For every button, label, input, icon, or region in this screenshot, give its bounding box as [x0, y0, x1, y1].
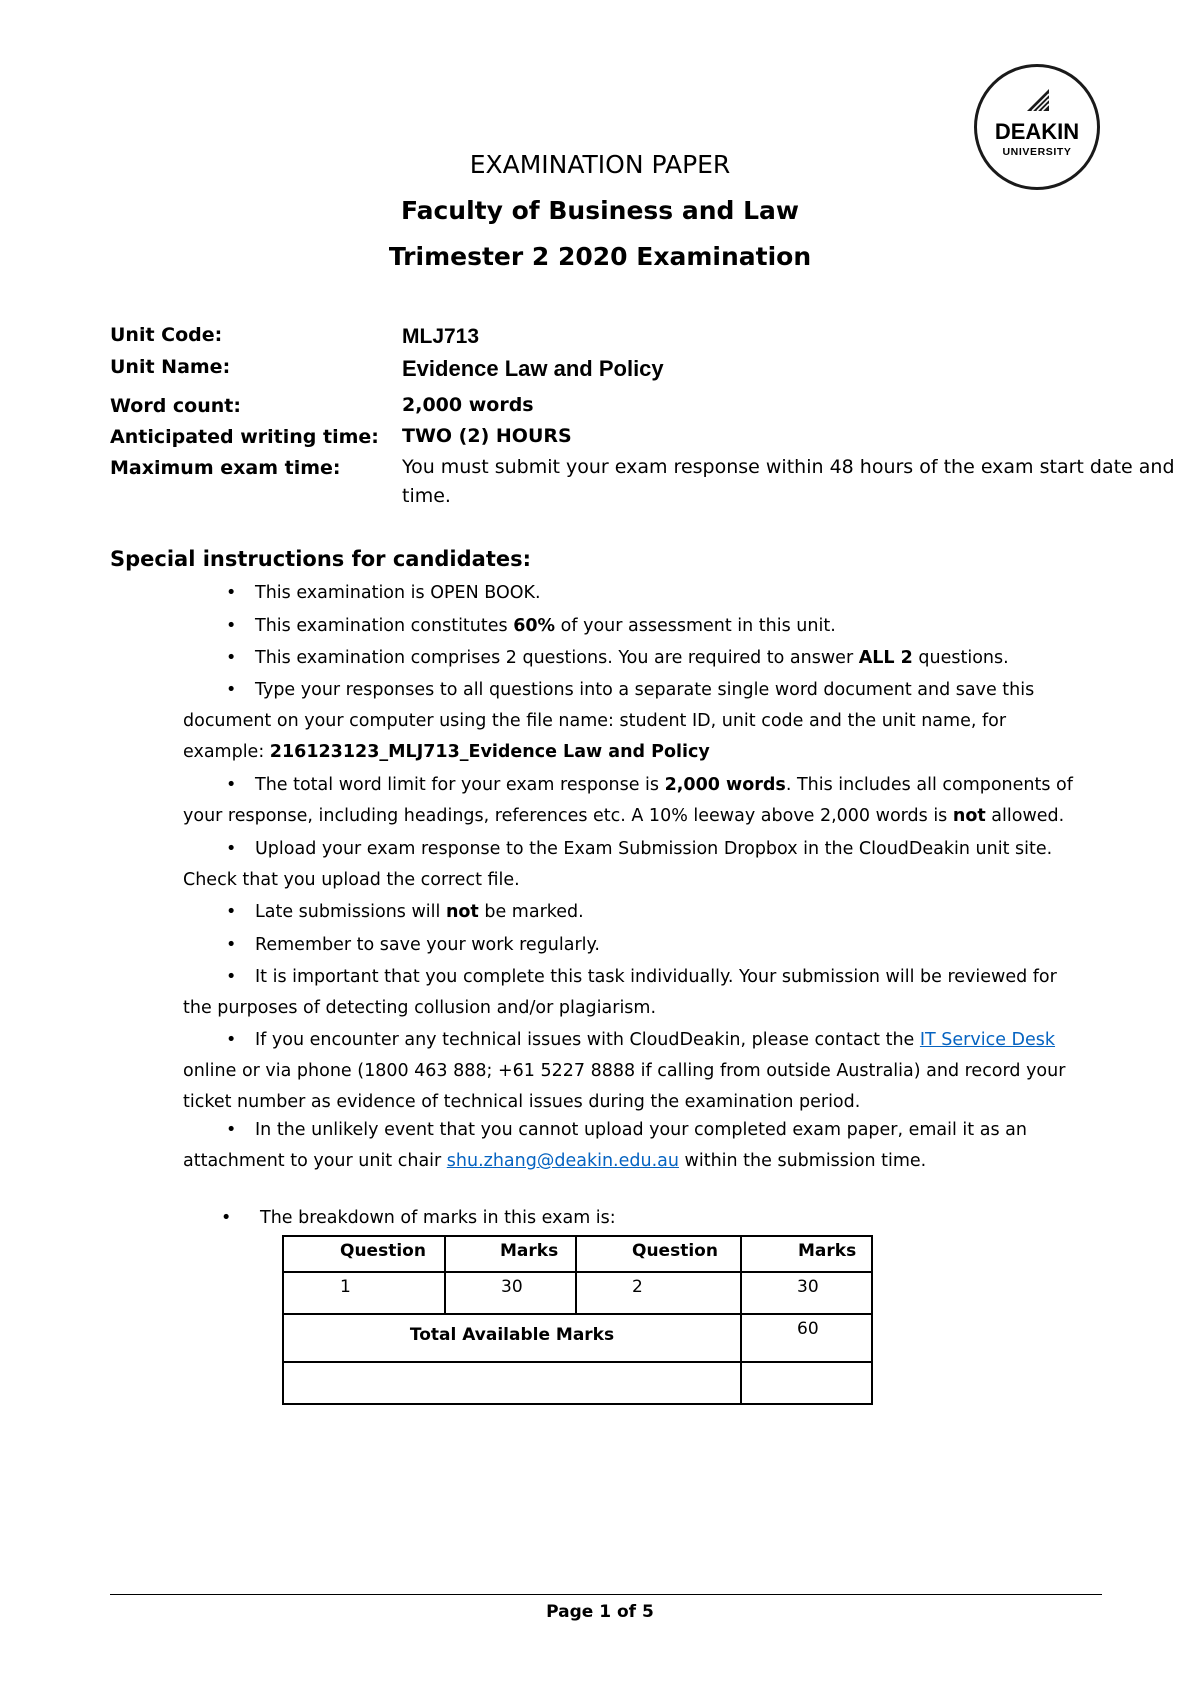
word-count-label: Word count: [110, 395, 241, 417]
unit-code-value: MLJ713 [402, 325, 480, 348]
instruction-text: your response, including headings, references etc. A 10% leeway above 2,000 words is not allowed. [183, 806, 1065, 826]
marks-table [282, 1235, 873, 1405]
table-header-cell: Marks [741, 1236, 872, 1272]
instructions-heading: Special instructions for candidates: [110, 547, 532, 571]
unit-chair-email-link[interactable]: shu.zhang@deakin.edu.au [446, 1151, 679, 1171]
max-time-value: You must submit your exam response within 48 hours of the exam start date and time. [402, 456, 1175, 507]
bullet-icon: • [226, 680, 237, 700]
table-header-cell: Marks [445, 1236, 576, 1272]
instruction-text: It is important that you complete this task individually. Your submission will be reviewed for [255, 967, 1057, 987]
footer-divider [110, 1594, 1102, 1595]
logo-wordmark: DEAKIN [994, 119, 1080, 144]
exam-title: EXAMINATION PAPER [469, 150, 731, 179]
unit-name-label: Unit Name: [110, 356, 231, 378]
instruction-item [183, 611, 1103, 642]
table-header-cell: Question [576, 1236, 741, 1272]
instruction-text: The breakdown of marks in this exam is: [260, 1208, 616, 1228]
instruction-text: The total word limit for your exam response is 2,000 words. This includes all components of [255, 775, 1073, 795]
instruction-text: Check that you upload the correct file. [183, 870, 520, 890]
instruction-text: document on your computer using the file name: student ID, unit code and the unit name, for [183, 711, 1007, 731]
instruction-text: online or via phone (1800 463 888; +61 5227 8888 if calling from outside Australia) and record your [183, 1061, 1066, 1081]
instruction-text: This examination is OPEN BOOK. [255, 583, 541, 603]
unit-code-label: Unit Code: [110, 324, 223, 346]
logo-subtitle: UNIVERSITY [1002, 146, 1072, 158]
term-title: Trimester 2 2020 Examination [388, 242, 812, 271]
bullet-icon: • [226, 839, 237, 859]
instruction-text: If you encounter any technical issues with CloudDeakin, please contact the IT Service Desk [255, 1030, 1056, 1050]
instruction-text: Remember to save your work regularly. [255, 935, 600, 955]
writing-time-value: TWO (2) HOURS [402, 425, 572, 447]
table-cell [741, 1362, 872, 1404]
instruction-item [183, 930, 1103, 961]
instruction-item [183, 834, 1103, 896]
it-service-desk-link[interactable]: IT Service Desk [919, 1030, 1056, 1050]
table-total-row [283, 1314, 872, 1362]
instruction-text: In the unlikely event that you cannot upload your completed exam paper, email it as an [255, 1120, 1027, 1140]
bullet-icon: • [226, 648, 237, 668]
instruction-item [183, 897, 1103, 928]
bullet-icon: • [226, 1120, 237, 1140]
bullet-icon: • [226, 583, 237, 603]
instruction-item [183, 675, 1103, 768]
table-header-row [283, 1236, 872, 1272]
table-row [283, 1362, 872, 1404]
bullet-icon: • [226, 935, 237, 955]
deakin-shield-icon [1027, 89, 1049, 111]
writing-time-label: Anticipated writing time: [110, 426, 379, 448]
instruction-text: Type your responses to all questions into a separate single word document and save this [255, 680, 1035, 700]
total-marks-label: Total Available Marks [283, 1314, 741, 1362]
instruction-text: example: 216123123_MLJ713_Evidence Law and Policy [183, 742, 710, 762]
word-count-value: 2,000 words [402, 394, 534, 416]
bullet-icon: • [221, 1208, 232, 1228]
instruction-item [183, 1203, 1103, 1234]
instruction-text: Upload your exam response to the Exam Submission Dropbox in the CloudDeakin unit site. [255, 839, 1053, 859]
instruction-item [183, 962, 1103, 1024]
instruction-item [183, 1025, 1103, 1118]
table-cell: 30 [741, 1272, 872, 1314]
bullet-icon: • [226, 1030, 237, 1050]
instruction-item [183, 770, 1103, 832]
table-header-cell: Question [283, 1236, 445, 1272]
page-number: Page 1 of 5 [546, 1602, 654, 1622]
instruction-item [183, 1115, 1103, 1177]
instruction-text: the purposes of detecting collusion and/or plagiarism. [183, 998, 657, 1018]
instruction-text: attachment to your unit chair shu.zhang@deakin.edu.au within the submission time. [183, 1151, 927, 1171]
bullet-icon: • [226, 967, 237, 987]
bullet-icon: • [226, 616, 237, 636]
table-cell [283, 1362, 741, 1404]
table-cell: 30 [445, 1272, 576, 1314]
instruction-text: ticket number as evidence of technical issues during the examination period. [183, 1092, 861, 1112]
table-cell: 1 [283, 1272, 445, 1314]
instruction-text: This examination constitutes 60% of your assessment in this unit. [255, 616, 836, 636]
instruction-item [183, 643, 1103, 674]
bullet-icon: • [226, 902, 237, 922]
faculty-title: Faculty of Business and Law [400, 196, 800, 225]
unit-name-value: Evidence Law and Policy [402, 356, 664, 381]
max-time-label: Maximum exam time: [110, 457, 341, 479]
instruction-text: Late submissions will not be marked. [255, 902, 584, 922]
bullet-icon: • [226, 775, 237, 795]
instruction-item [183, 578, 1103, 609]
total-marks-value: 60 [741, 1314, 872, 1362]
table-row [283, 1272, 872, 1314]
table-cell: 2 [576, 1272, 741, 1314]
instruction-text: This examination comprises 2 questions. You are required to answer ALL 2 questions. [255, 648, 1009, 668]
